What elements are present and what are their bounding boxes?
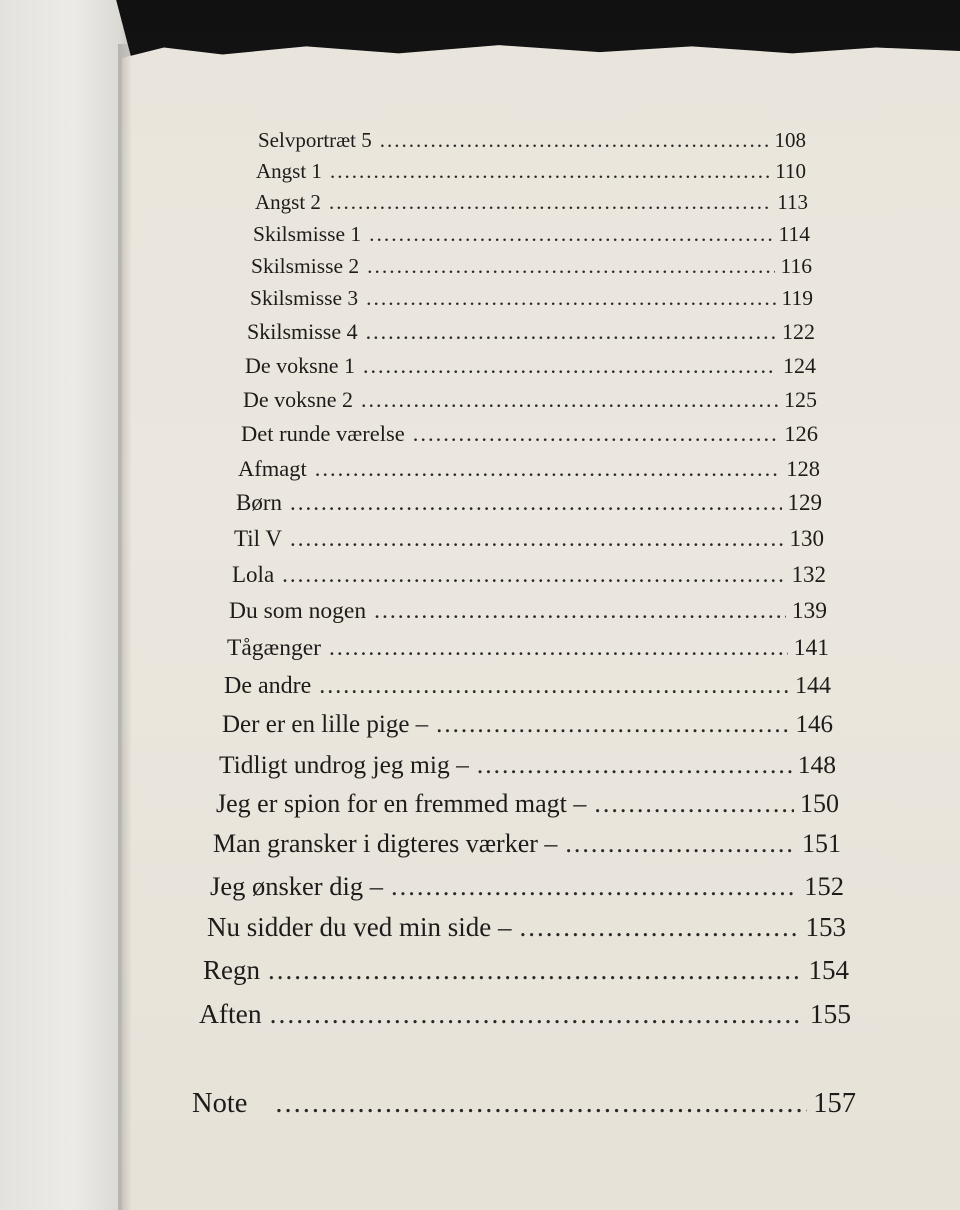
toc-entry xyxy=(222,711,833,739)
toc-entry xyxy=(255,190,808,215)
toc-entry-title: Der er en lille pige – xyxy=(222,711,429,738)
toc-entry xyxy=(241,421,818,447)
toc-entry-title: Jeg ønsker dig – xyxy=(210,871,383,901)
toc-dot-leader xyxy=(363,353,777,379)
toc-entry xyxy=(216,789,839,819)
toc-dot-leader xyxy=(477,750,792,780)
toc-entry xyxy=(253,222,810,247)
toc-entry-title: Skilsmisse 4 xyxy=(247,319,358,344)
toc-entry xyxy=(213,829,841,859)
toc-entry-page: 124 xyxy=(783,353,816,378)
toc-entry-title: Det runde værelse xyxy=(241,421,405,446)
toc-entry-page: 148 xyxy=(797,750,836,779)
toc-entry xyxy=(243,387,817,413)
toc-entry xyxy=(207,912,846,943)
toc-entry xyxy=(219,750,836,780)
toc-entry-page: 108 xyxy=(774,128,806,152)
toc-entry-page: 114 xyxy=(778,222,810,246)
toc-entry-page: 151 xyxy=(802,829,841,858)
toc-dot-leader xyxy=(594,789,794,819)
toc-entry xyxy=(234,526,824,552)
toc-dot-leader xyxy=(268,955,803,986)
toc-entry-page: 141 xyxy=(793,635,829,661)
toc-entry xyxy=(224,673,831,700)
toc-entry xyxy=(203,955,849,986)
toc-dot-leader xyxy=(366,286,775,311)
toc-dot-leader xyxy=(290,490,782,516)
toc-dot-leader xyxy=(367,254,774,279)
toc-entry xyxy=(229,598,827,625)
toc-entry-page: 130 xyxy=(789,526,824,551)
toc-entry-title: De andre xyxy=(224,673,312,699)
toc-entry xyxy=(250,286,813,311)
toc-entry-title: Selvportræt 5 xyxy=(258,128,372,152)
toc-entry-title: Skilsmisse 2 xyxy=(251,254,360,278)
toc-entry-title: Man gransker i digteres værker – xyxy=(213,829,558,858)
toc-dot-leader xyxy=(361,387,778,413)
toc-entry xyxy=(210,871,844,902)
toc-dot-leader xyxy=(275,1088,807,1120)
toc-entry-page: 152 xyxy=(804,871,844,901)
toc-entry xyxy=(199,998,851,1030)
toc-entry xyxy=(227,635,829,662)
toc-dot-leader xyxy=(565,829,796,859)
toc-entry-page: 132 xyxy=(791,562,826,587)
toc-dot-leader xyxy=(413,421,779,447)
toc-dot-leader xyxy=(329,635,788,662)
toc-entry-page: 116 xyxy=(780,254,812,278)
toc-dot-leader xyxy=(330,159,769,184)
toc-entry-title: Afmagt xyxy=(238,456,307,481)
toc-entry xyxy=(251,254,812,279)
toc-entry-title: De voksne 2 xyxy=(243,387,353,412)
toc-dot-leader xyxy=(270,998,804,1030)
toc-entry-note xyxy=(192,1088,856,1120)
toc-entry xyxy=(232,562,826,588)
toc-entry-page: 122 xyxy=(782,319,815,344)
toc-entry-title: Angst 1 xyxy=(256,159,322,183)
toc-entry-title: Lola xyxy=(232,562,275,587)
toc-entry xyxy=(245,353,816,379)
toc-dot-leader xyxy=(290,526,784,552)
toc-entry-title: Regn xyxy=(203,955,260,985)
toc-dot-leader xyxy=(315,456,781,482)
toc-dot-leader xyxy=(329,190,771,215)
toc-dot-leader xyxy=(369,222,772,247)
toc-entry xyxy=(238,456,820,482)
toc-entry-page: 146 xyxy=(795,711,833,738)
toc-entry-title: Skilsmisse 1 xyxy=(253,222,362,246)
toc-dot-leader xyxy=(380,128,769,153)
toc-entry-page: 154 xyxy=(808,955,849,985)
toc-entry-page: 110 xyxy=(775,159,806,183)
toc-entry xyxy=(256,159,806,184)
toc-entry xyxy=(258,128,806,153)
toc-entry-page: 113 xyxy=(777,190,808,214)
toc-entry-title: Aften xyxy=(199,998,262,1029)
toc-entry-page: 129 xyxy=(787,490,822,515)
toc-entry-page: 157 xyxy=(813,1088,856,1119)
toc-entry-title: Tågænger xyxy=(227,635,321,661)
toc-entry xyxy=(247,319,815,345)
toc-entry-page: 155 xyxy=(809,998,851,1029)
toc-entry-page: 119 xyxy=(781,286,813,310)
toc-dot-leader xyxy=(366,319,776,345)
toc-entry-page: 126 xyxy=(784,421,818,446)
toc-dot-leader xyxy=(436,711,789,739)
toc-entry-page: 153 xyxy=(805,912,846,942)
toc-entry-title: Angst 2 xyxy=(255,190,321,214)
toc-dot-leader xyxy=(319,673,789,700)
toc-dot-leader xyxy=(519,912,799,943)
toc-entry-page: 144 xyxy=(795,673,831,699)
toc-entry-title: Du som nogen xyxy=(229,598,367,624)
toc-entry-title: Note xyxy=(192,1088,248,1119)
toc-entry-page: 125 xyxy=(784,387,817,412)
toc-entry-title: Nu sidder du ved min side – xyxy=(207,912,512,942)
toc-entry-title: Skilsmisse 3 xyxy=(250,286,359,310)
toc-dot-leader xyxy=(282,562,785,588)
toc-entry-title: Jeg er spion for en fremmed magt – xyxy=(216,789,587,818)
toc-entry-title: Til V xyxy=(234,526,282,551)
toc-dot-leader xyxy=(391,871,798,902)
toc-entry-title: Børn xyxy=(236,490,282,515)
toc-entry-title: Tidligt undrog jeg mig – xyxy=(219,750,469,779)
toc-entry-page: 139 xyxy=(791,598,827,624)
toc-entry xyxy=(236,490,822,516)
toc-entry-page: 150 xyxy=(800,789,839,818)
toc-dot-leader xyxy=(374,598,786,625)
toc-entry-page: 128 xyxy=(786,456,820,481)
toc-entry-title: De voksne 1 xyxy=(245,353,355,378)
